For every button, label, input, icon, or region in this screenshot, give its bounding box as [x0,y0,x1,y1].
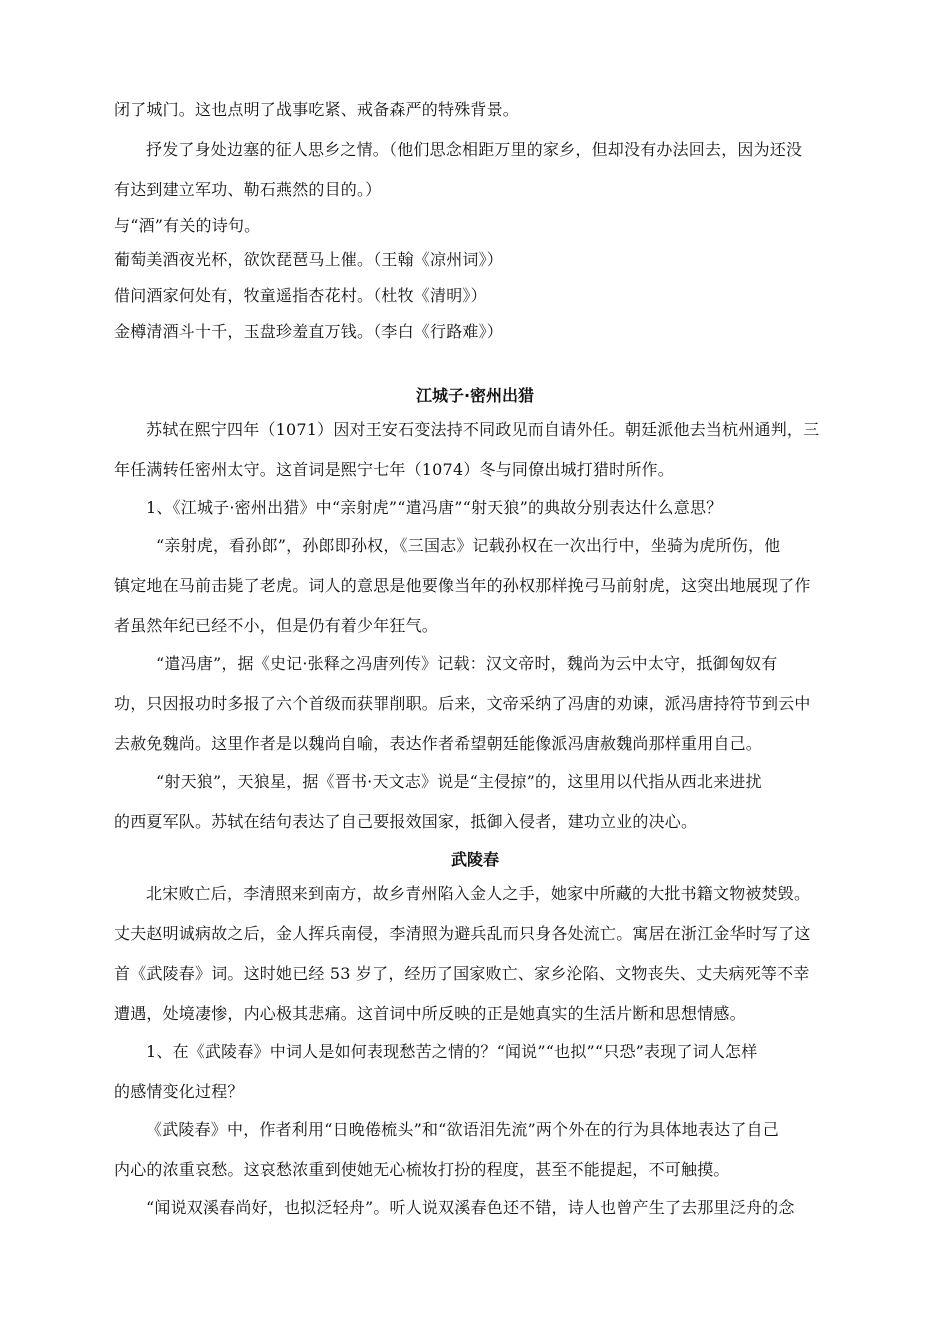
paragraph-line: 者虽然年纪已经不小，但是仍有着少年狂气。 [114,616,439,635]
paragraph-line: “遣冯唐”，据《史记·张释之冯唐列传》记载：汉文帝时，魏尚为云中太守，抵御匈奴有 [156,654,778,673]
paragraph-line: 闭了城门。这也点明了战事吃紧、戒备森严的特殊背景。 [114,100,520,119]
paragraph-line: 与“酒”有关的诗句。 [114,216,261,235]
question-line: 1、在《武陵春》中词人是如何表现愁苦之情的？“闻说”“也拟”“只恐”表现了词人怎样 [146,1042,758,1061]
paragraph-line: 有达到建立军功、勒石燕然的目的。） [114,180,382,199]
paragraph-line: 丈夫赵明诚病故之后，金人挥兵南侵，李清照为避兵乱而只身各处流亡。寓居在浙江金华时写了这 [114,924,811,943]
paragraph-line: 苏轼在熙宁四年（1071）因对王安石变法持不同政见而自请外任。朝廷派他去当杭州通判，三 [146,420,820,439]
paragraph-line: 遭遇，处境凄惨，内心极其悲痛。这首词中所反映的正是她真实的生活片断和思想情感。 [114,1004,746,1023]
paragraph-line: “闻说双溪春尚好，也拟泛轻舟”。听人说双溪春色还不错，诗人也曾产生了去那里泛舟的念 [146,1198,795,1217]
paragraph-line: 抒发了身处边塞的征人思乡之情。（他们思念相距万里的家乡，但却没有办法回去，因为还没 [146,140,803,159]
poem-quote-line: 借问酒家何处有，牧童遥指杏花村。（杜牧《清明》） [114,286,487,305]
paragraph-line: 功，只因报功时多报了六个首级而获罪削职。后来，文帝采纳了冯唐的劝谏，派冯唐持符节到云中 [114,694,811,713]
paragraph-line: 首《武陵春》词。这时她已经 53 岁了，经历了国家败亡、家乡沦陷、文物丧失、丈夫病死等不幸 [114,964,810,983]
paragraph-line: 镇定地在马前击毙了老虎。词人的意思是他要像当年的孙权那样挽弓马前射虎，这突出地展现了作 [114,576,811,595]
paragraph-line: 去赦免魏尚。这里作者是以魏尚自喻，表达作者希望朝廷能像派冯唐赦魏尚那样重用自己。 [114,734,763,753]
paragraph-line: “亲射虎，看孙郎”，孙郎即孙权，《三国志》记载孙权在一次出行中，坐骑为虎所伤，他 [156,536,781,555]
section-title: 武陵春 [450,850,499,869]
paragraph-line: 年任满转任密州太守。这首词是熙宁七年（1074）冬与同僚出城打猎时所作。 [114,460,674,479]
paragraph-line: 内心的浓重哀愁。这哀愁浓重到使她无心梳妆打扮的程度，甚至不能提起，不可触摸。 [114,1160,730,1179]
section-title: 江城子·密州出猎 [415,386,535,405]
poem-quote-line: 葡萄美酒夜光杯，欲饮琵琶马上催。（王翰《凉州词》） [114,250,504,269]
paragraph-line: 北宋败亡后，李清照来到南方，故乡青州陷入金人之手，她家中所藏的大批书籍文物被焚毁。 [146,884,811,903]
paragraph-line: 《武陵春》中，作者利用“日晚倦梳头”和“欲语泪先流”两个外在的行为具体地表达了自己 [146,1120,779,1139]
paragraph-line: 的西夏军队。苏轼在结句表达了自己要报效国家，抵御入侵者，建功立业的决心。 [114,812,698,831]
question-line: 1、《江城子·密州出猎》中“亲射虎”“遣冯唐”“射天狼”的典故分别表达什么意思？ [146,498,723,517]
question-line: 的感情变化过程？ [114,1082,244,1101]
paragraph-line: “射天狼”，天狼星，据《晋书·天文志》说是“主侵掠”的，这里用以代指从西北来进扰 [156,772,762,791]
poem-quote-line: 金樽清酒斗十千，玉盘珍羞直万钱。（李白《行路难》） [114,322,504,341]
